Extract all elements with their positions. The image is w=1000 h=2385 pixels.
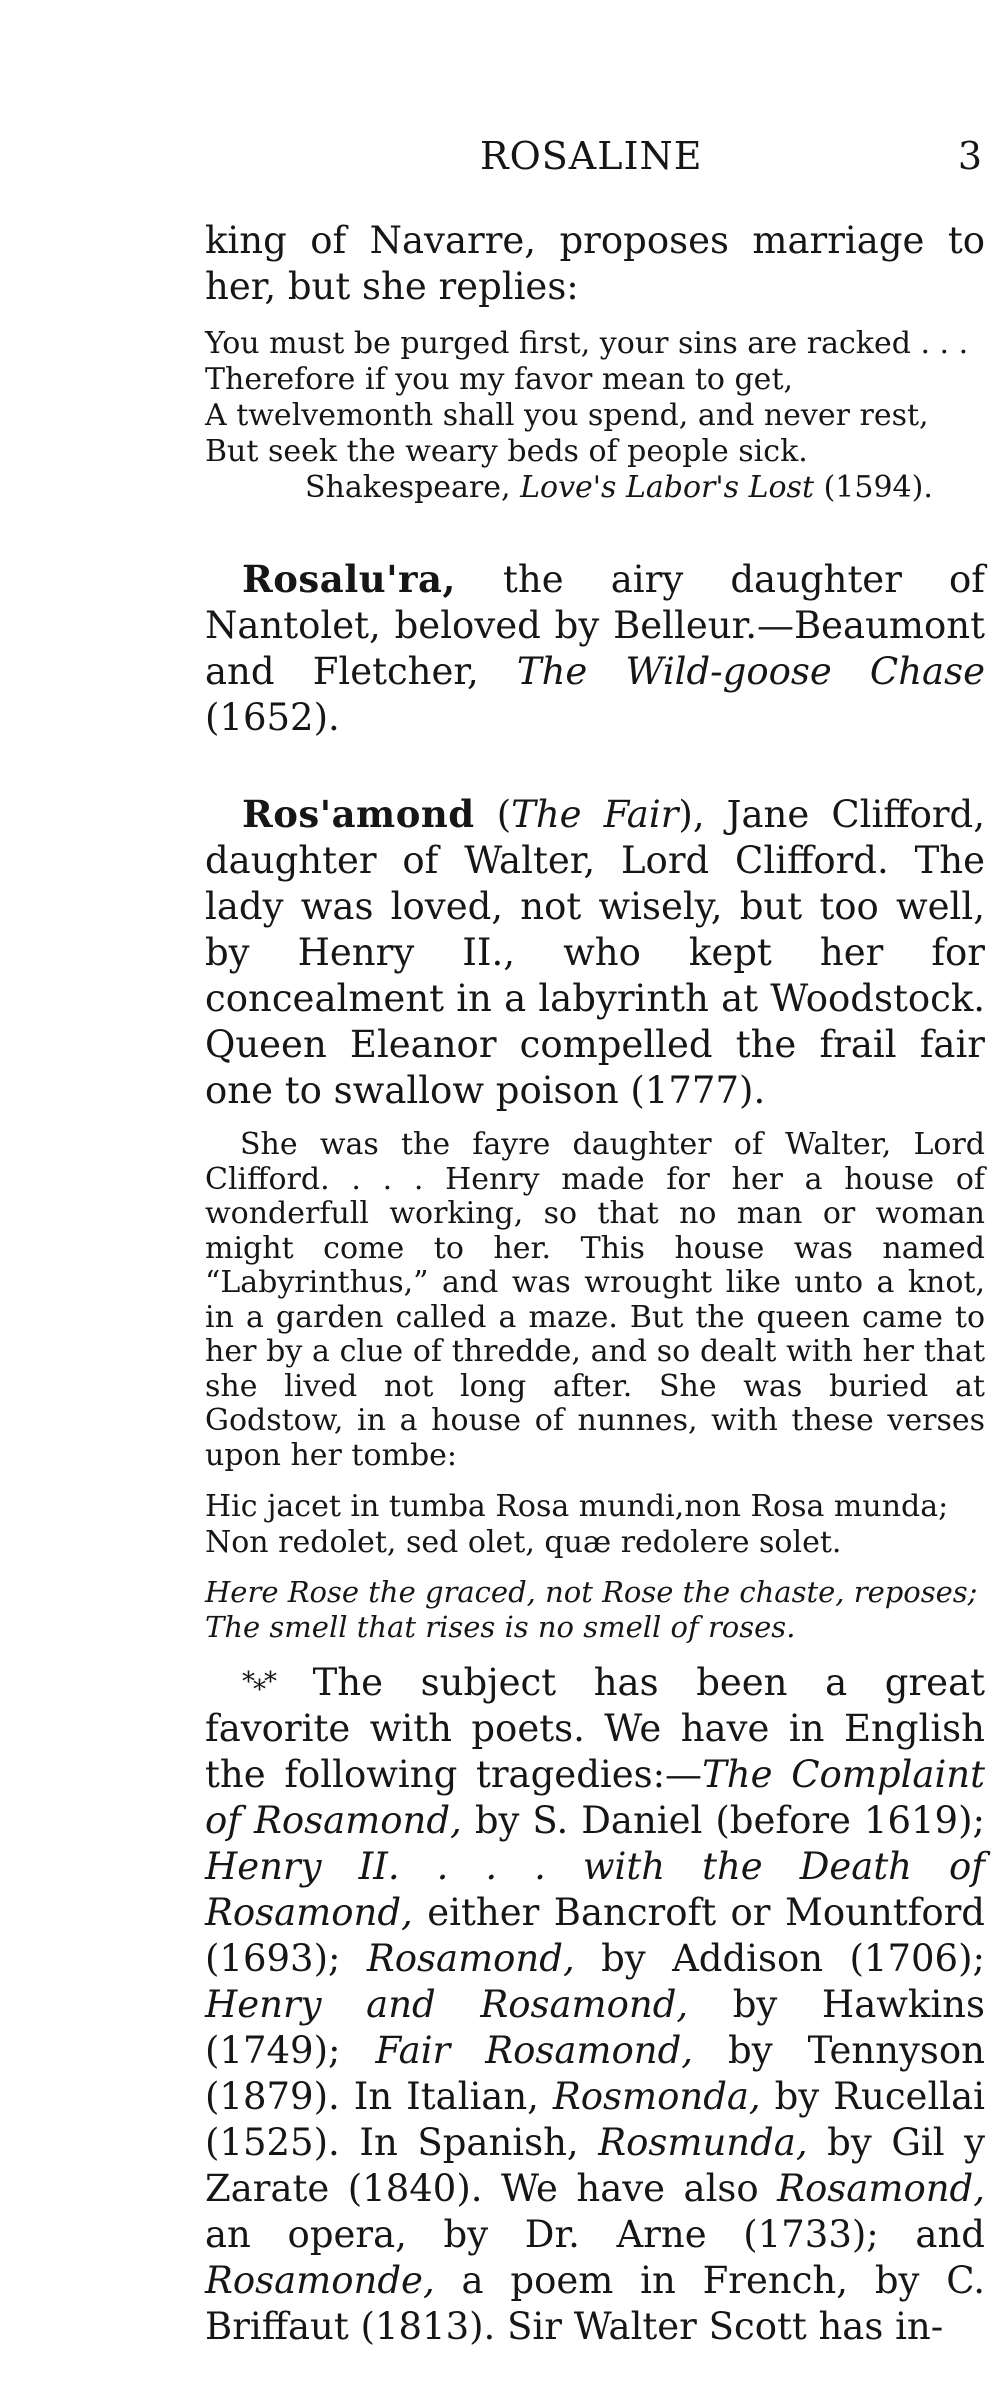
chronicle-citation: She was the fayre daughter of Walter, Lord Clifford. . . . Henry made for her a house of wonderfull working, so that no man or woman might come to her. This house was named “Labyrinthus,” and was wrought like unto a knot, in a garden called a maze. But the queen came to her by a clue of thredde, and so dealt with her that she lived not long after. She was buried at Godstow, in a house of nunnes, with these verses upon her tombe: bbox=[205, 1127, 985, 1473]
work-title: Henry and Rosamond, bbox=[205, 1983, 689, 2026]
note-text: an opera, by Dr. Arne (1733); and bbox=[205, 2213, 985, 2256]
header-title: ROSALINE bbox=[480, 134, 703, 178]
entry-rosalura bbox=[205, 556, 985, 741]
epitaph-translation bbox=[205, 1575, 985, 1645]
note-text: a poem in French, by C. Briffaut (1813). Sir Walter Scott has in- bbox=[205, 2259, 985, 2348]
note-paragraph bbox=[205, 1659, 985, 2350]
latin-epitaph bbox=[205, 1489, 985, 1561]
note-text: either Bancroft or Mountford (1693); bbox=[205, 1891, 985, 1980]
work-title: Fair Rosamond, bbox=[375, 2029, 694, 2072]
asterism-mark: *⁎* bbox=[242, 1667, 275, 1697]
rosamond-epithet: The Fair bbox=[511, 793, 679, 836]
translation-line: The smell that rises is no smell of roses. bbox=[205, 1610, 796, 1644]
quote-line: But seek the weary beds of people sick. bbox=[205, 434, 808, 469]
quote-line: You must be purged first, your sins are racked . . . bbox=[205, 326, 969, 361]
note-text: by Addison (1706); bbox=[574, 1937, 985, 1980]
work-title: Rosamond, bbox=[777, 2167, 985, 2210]
note-text: by Gil y Zarate (1840). We have also bbox=[205, 2121, 986, 2210]
headword-rosalura: Rosalu'ra, bbox=[242, 557, 456, 601]
entry-rosamond bbox=[205, 791, 985, 1114]
note-text: by S. Daniel (before 1619); bbox=[461, 1799, 985, 1842]
work-title: Rosmunda, bbox=[598, 2121, 808, 2164]
work-title: Rosamond, bbox=[366, 1937, 575, 1980]
latin-line: Non redolet, sed olet, quæ redolere solet. bbox=[205, 1525, 842, 1560]
headword-rosamond: Ros'amond bbox=[242, 792, 475, 836]
intro-paragraph: king of Navarre, proposes marriage to her, but she replies: bbox=[205, 219, 985, 308]
attribution-year: (1594). bbox=[823, 470, 933, 505]
work-title: Rosamonde, bbox=[205, 2259, 435, 2302]
quote-attribution bbox=[205, 470, 985, 506]
translation-line: Here Rose the graced, not Rose the chaste, reposes; bbox=[205, 1575, 978, 1609]
note-text: by Hawkins (1749); bbox=[205, 1983, 985, 2072]
rosamond-text: ), Jane Clifford, daughter of Walter, Lord Clifford. The lady was loved, not wisely, but too well, by Henry II., who kept her for concealment in a labyrinth at Woodstock. Queen Eleanor compelled the frail fair one to swallow poison (1777). bbox=[205, 793, 985, 1112]
page-number: 3 bbox=[957, 134, 982, 178]
work-title: Rosmonda, bbox=[552, 2075, 761, 2118]
page-content bbox=[205, 218, 985, 2350]
shakespeare-quote bbox=[205, 326, 985, 506]
note-text: The subject has been a great favorite with poets. We have in English the following tragedies:— bbox=[205, 1661, 985, 1796]
note-text: by Tennyson (1879). In Italian, bbox=[205, 2029, 985, 2118]
note-text: by Rucellai (1525). In Spanish, bbox=[205, 2075, 985, 2164]
quote-line: A twelvemonth shall you spend, and never rest, bbox=[205, 398, 929, 433]
rosalura-work: The Wild-goose Chase bbox=[516, 650, 985, 693]
attribution-author: Shakespeare, bbox=[305, 470, 511, 505]
rosalura-text: the airy daughter of Nantolet, beloved by Belleur.—Beaumont and Fletcher, bbox=[205, 558, 985, 693]
rosamond-epithet-open: ( bbox=[474, 793, 512, 836]
work-title: Henry II. . . . with the Death of Rosamond, bbox=[205, 1845, 985, 1934]
rosalura-year: (1652). bbox=[205, 696, 340, 739]
work-title: The Complaint of Rosamond, bbox=[205, 1753, 985, 1842]
quote-line: Therefore if you my favor mean to get, bbox=[205, 362, 794, 397]
running-header bbox=[0, 134, 1000, 184]
attribution-work: Love's Labor's Lost bbox=[520, 470, 815, 505]
latin-line: Hic jacet in tumba Rosa mundi,non Rosa munda; bbox=[205, 1489, 949, 1524]
